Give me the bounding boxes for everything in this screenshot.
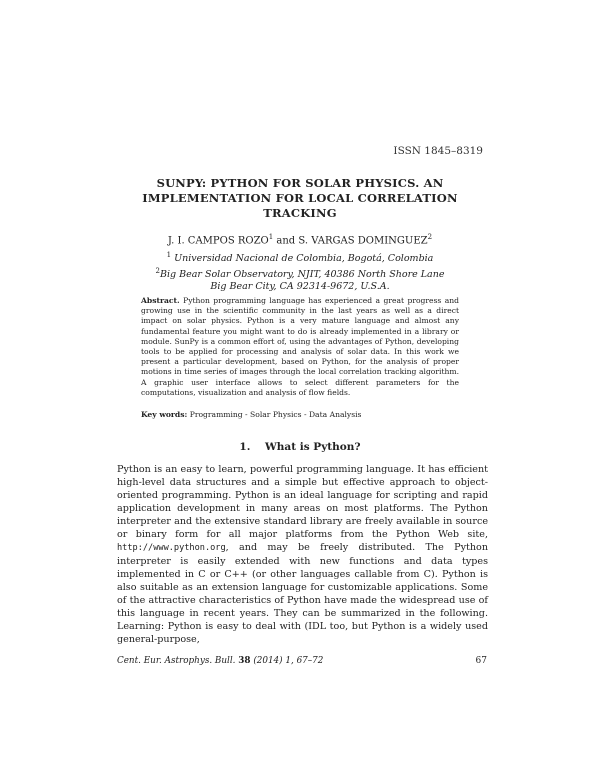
python-url-link[interactable]: http://www.python.org bbox=[117, 543, 226, 553]
body-paragraph bbox=[117, 463, 488, 646]
issn-number: ISSN 1845–8319 bbox=[393, 145, 483, 157]
body-text-part-2: , and may be freely distributed. The Python interpreter is easily extended with new functions and data types implemented in C or C++ (or other languages callable from C). Python is also suitable as an extension language for customizable applications. Some of the attractive characteristics of Python have made the widespread use of this language in recent years. They can be summarized in the following. Learning: Python is easy to deal with (IDL too, but Python is a widely used general-purpose, bbox=[117, 542, 488, 645]
abstract bbox=[141, 296, 459, 398]
affiliation-2-text: Big Bear Solar Observatory, NJIT, 40386 North Shore Lane bbox=[160, 269, 445, 281]
abstract-text: Python programming language has experienced a great progress and growing use in the scientific community in the last years as well as a direct impact on solar physics. Python is a very mature language and almost any fundamental feature you might want to do is already implemented in a library or module. SunPy is a common effort of, using the advantages of Python, developing tools to be applied for processing and analysis of solar data. In this work we present a particular development, based on Python, for the analysis of proper motions in time series of images through the local correlation tracking algorithm. A graphic user interface allows to select different parameters for the computations, visualization and analysis of flow fields. bbox=[141, 296, 459, 397]
paper-title bbox=[130, 176, 470, 221]
journal-volume: 38 bbox=[238, 656, 251, 666]
affiliation-1 bbox=[120, 249, 480, 265]
body-text-part-1: Python is an easy to learn, powerful programming language. It has efficient high-level data structures and a simple but effective approach to object-oriented programming. Python is an ideal language for scripting and rapid application development in many areas on most platforms. The Python interpreter and the extensive standard library are freely available in source or binary form for all major platforms from the Python Web site, bbox=[117, 464, 488, 540]
author-connector: and bbox=[273, 235, 299, 247]
journal-name: Cent. Eur. Astrophys. Bull. bbox=[117, 656, 236, 666]
title-line-1: SUNPY: PYTHON FOR SOLAR PHYSICS. AN bbox=[156, 176, 444, 190]
author-2-affil-mark: 2 bbox=[427, 233, 433, 241]
title-line-2: IMPLEMENTATION FOR LOCAL CORRELATION bbox=[142, 191, 458, 205]
author-1-affil-mark: 1 bbox=[268, 233, 274, 241]
title-line-3: TRACKING bbox=[263, 206, 337, 220]
keywords-label: Key words: bbox=[141, 410, 188, 419]
affiliation-1-mark: 1 bbox=[166, 251, 172, 259]
author-1: J. I. CAMPOS ROZO bbox=[167, 235, 269, 247]
page-number: 67 bbox=[475, 656, 487, 666]
keywords bbox=[141, 410, 459, 419]
section-heading: 1. What is Python? bbox=[239, 441, 361, 453]
affiliation-2-mark: 2 bbox=[155, 267, 160, 276]
journal-citation bbox=[117, 656, 323, 666]
author-list bbox=[120, 233, 480, 246]
affiliation-1-text: Universidad Nacional de Colombia, Bogotá, Colombia bbox=[174, 253, 434, 265]
affiliation-2 bbox=[120, 265, 480, 281]
abstract-label: Abstract. bbox=[141, 296, 180, 305]
affiliation-2-line-2: Big Bear City, CA 92314-9672, U.S.A. bbox=[210, 281, 390, 293]
keywords-text: Programming - Solar Physics - Data Analysis bbox=[189, 410, 362, 419]
journal-issue-pages: (2014) 1, 67–72 bbox=[250, 656, 324, 666]
author-2: S. VARGAS DOMINGUEZ bbox=[298, 235, 428, 247]
affiliations bbox=[120, 249, 480, 293]
